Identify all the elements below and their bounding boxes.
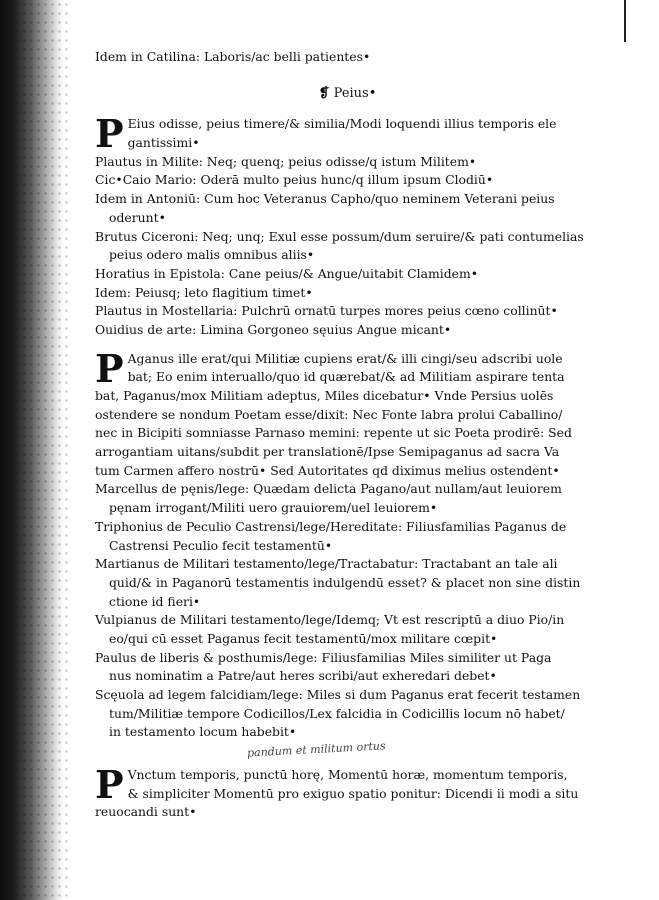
text-line: Cic•Caio Mario: Oderā multo peius hunc/q illum ipsum Clodiū•	[95, 172, 494, 188]
text-line: Idem in Antoniū: Cum hoc Veteranus Capho/quo neminem Veterani peius	[95, 191, 555, 207]
punctum-paragraph	[95, 762, 600, 822]
text-line: Marcellus de pęnis/lege: Quædam delicta Pagano/aut nullam/aut leuiorem	[95, 481, 562, 497]
text-line: Scęuola ad legem falcidiam/lege: Miles si dum Paganus erat fecerit testamen	[95, 687, 581, 703]
text-line: in testamento locum habebit•	[109, 724, 297, 740]
text-line: Idem: Peiusq; leto flagitium timet•	[95, 284, 313, 300]
peius-paragraph	[95, 111, 600, 339]
handwritten-note: pandum et militum ortus	[246, 739, 386, 760]
text-line: peius odero malis omnibus aliis•	[109, 247, 315, 263]
text-line: bat, Paganus/mox Militiam adeptus, Miles dicebatur• Vnde Persius uolēs	[95, 388, 554, 404]
text-line: tum Carmen affero nostrū• Sed Autoritates qd diximus melius ostendent•	[95, 462, 560, 478]
top-line: Idem in Catilina: Laboris/ac belli patientes•	[95, 49, 371, 64]
text-line: Castrensi Peculio fecit testamentū•	[109, 537, 333, 553]
heading-text: Peius•	[333, 85, 377, 101]
text-line: ctione id fieri•	[109, 593, 201, 609]
text-line: oderunt•	[109, 209, 166, 225]
section-heading	[95, 85, 600, 104]
text-line: quid/& in Paganorū testamentis indulgendū esset? & placet non sine distin	[109, 574, 581, 590]
text-line: ostendere se nondum Poetam esse/dixit: Nec Fonte labra prolui Caballino/	[95, 406, 563, 422]
text-line: & simpliciter Momentū pro exiguo spatio ponitur: Dicendi ii modi a situ	[127, 785, 579, 801]
text-line: reuocandi sunt•	[95, 804, 197, 820]
paganus-dropcap: P	[95, 345, 124, 391]
text-line: Plautus in Milite: Neq; quenq; peius odisse/q istum Militem•	[95, 153, 477, 169]
text-line: arrogantiam uitans/subdit per translationē/Ipse Semipaganus ad sacra Va	[95, 444, 560, 460]
text-line: Eius odisse, peius timere/& similia/Modi loquendi illius temporis ele	[127, 116, 557, 132]
page-edge-line	[624, 0, 626, 42]
text-line: bat; Eo enim interuallo/quo id quærebat/& ad Militiam aspirare tenta	[127, 369, 565, 385]
text-line: nus nominatim a Patre/aut heres scribi/aut exheredari debet•	[109, 668, 497, 684]
text-line: Paulus de liberis & posthumis/lege: Filiusfamilias Miles similiter ut Paga	[95, 649, 552, 665]
text-line: Aganus ille erat/qui Militiæ cupiens erat/& illi cingi/seu adscribi uole	[127, 350, 563, 366]
text-line: Brutus Ciceroni: Neq; unq; Exul esse possum/dum seruire/& pati contumelias	[95, 228, 584, 244]
punctum-dropcap: P	[95, 762, 124, 808]
text-line: gantissimi•	[127, 135, 200, 151]
paganus-paragraph	[95, 345, 600, 742]
text-line: Martianus de Militari testamento/lege/Tractabatur: Tractabant an tale ali	[95, 556, 558, 572]
text-line: eo/qui cū esset Paganus fecit testamentū/mox militare cœpit•	[109, 630, 498, 646]
text-line: Plautus in Mostellaria: Pulchrū ornatū turpes mores peius cœno collinūt•	[95, 303, 558, 319]
text-line: Triphonius de Peculio Castrensi/lege/Hereditate: Filiusfamilias Paganus de	[95, 518, 567, 534]
text-line: pęnam irrogant/Militi uero grauiorem/uel leuiorem•	[109, 500, 438, 516]
page-text-block	[95, 48, 600, 822]
text-line: Horatius in Epistola: Cane peius/& Angue/uitabit Clamidem•	[95, 265, 479, 281]
text-line: tum/Militiæ tempore Codicillos/Lex falcidia in Codicillis locum nō habet/	[109, 705, 565, 721]
pilcrow-mark: ❡	[318, 85, 330, 101]
text-line: Vnctum temporis, punctū horę, Momentū horæ, momentum temporis,	[127, 767, 568, 783]
gutter-noise	[0, 0, 70, 900]
text-line: Vulpianus de Militari testamento/lege/Idemq; Vt est rescriptū a diuo Pio/in	[95, 612, 565, 628]
peius-dropcap: P	[95, 111, 124, 157]
text-line: nec in Bicipiti somniasse Parnaso memini: repente ut sic Poeta prodirē: Sed	[95, 425, 572, 441]
text-line: Ouidius de arte: Limina Gorgoneo sęuius Angue micant•	[95, 321, 452, 337]
page-right-edge	[621, 0, 659, 900]
